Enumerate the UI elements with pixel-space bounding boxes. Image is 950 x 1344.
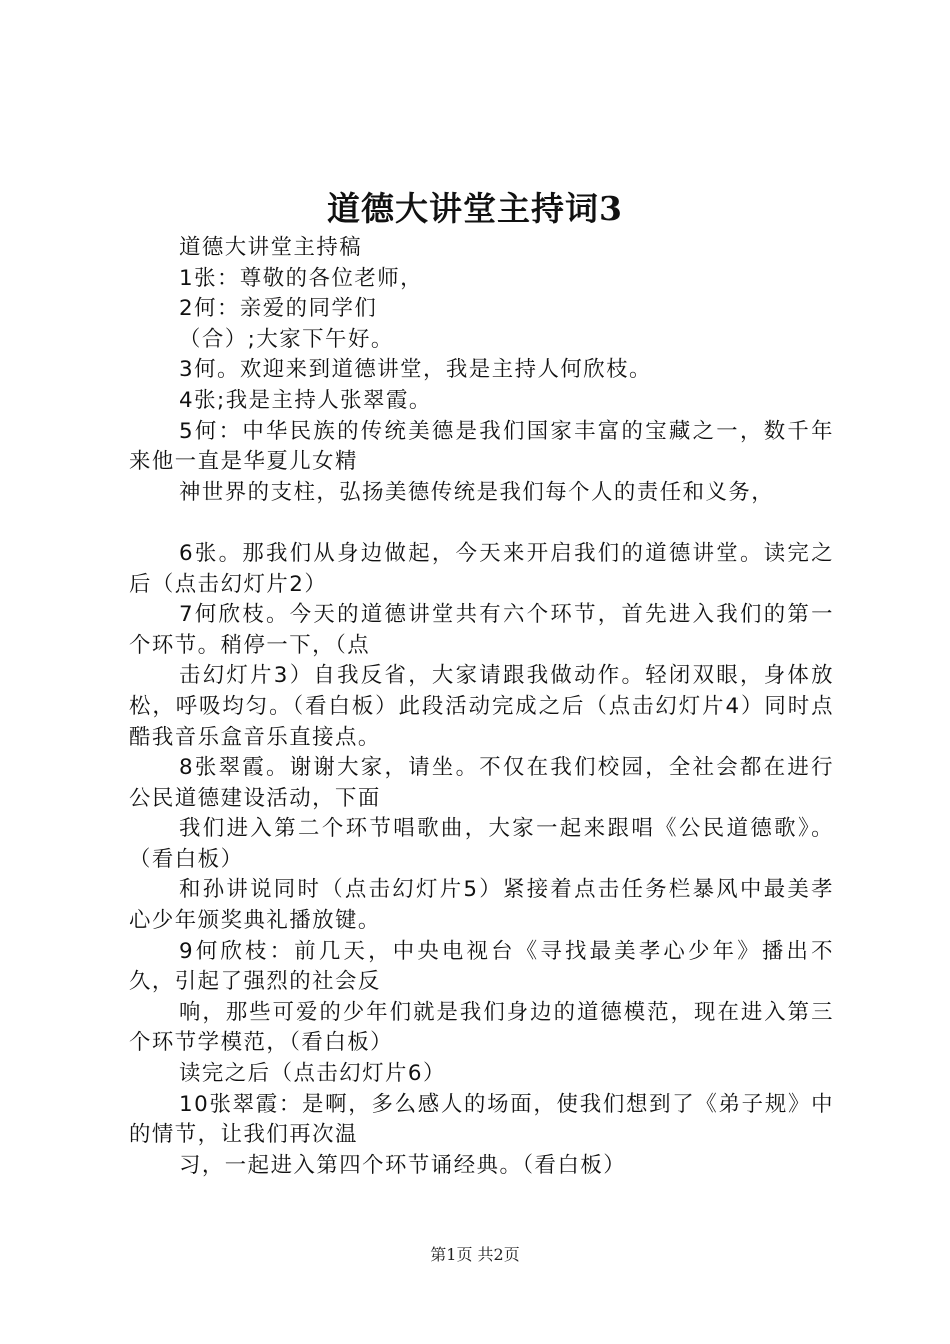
paragraph: 4张;我是主持人张翠霞。 [179, 387, 432, 413]
paragraph: 我们进入第二个环节唱歌曲，大家一起来跟唱《公民道德歌》。（看白板） [129, 816, 834, 872]
paragraph: 和孙讲说同时（点击幻灯片5）紧接着点击任务栏暴风中最美孝心少年颁奖典礼播放键。 [129, 877, 834, 934]
paragraph: （合）;大家下午好。 [179, 326, 394, 352]
paragraph: 习，一起进入第四个环节诵经典。（看白板） [179, 1152, 627, 1178]
paragraph: 3何。欢迎来到道德讲堂，我是主持人何欣枝。 [179, 357, 652, 383]
paragraph: 8张翠霞。谢谢大家，请坐。不仅在我们校园，全社会都在进行公民道德建设活动，下面 [129, 755, 834, 811]
paragraph: 2何：亲爱的同学们 [179, 296, 378, 322]
page-footer: 第1页 共2页 [430, 1245, 520, 1264]
paragraph: 6张。那我们从身边做起，今天来开启我们的道德讲堂。读完之后（点击幻灯片2） [129, 540, 834, 597]
document-title: 道德大讲堂主持词3 [327, 189, 623, 228]
paragraph: 击幻灯片3）自我反省，大家请跟我做动作。轻闭双眼，身体放松，呼吸均匀。（看白板）此段活动完成之后（点击幻灯片4）同时点酷我音乐盒音乐直接点。 [129, 663, 834, 750]
paragraph: 7何欣枝。今天的道德讲堂共有六个环节，首先进入我们的第一个环节。稍停一下，（点 [129, 602, 834, 658]
paragraph: 10张翠霞：是啊，多么感人的场面，使我们想到了《弟子规》中的情节，让我们再次温 [129, 1091, 834, 1148]
paragraph: 9何欣枝：前几天，中央电视台《寻找最美孝心少年》播出不久，引起了强烈的社会反 [129, 938, 834, 995]
paragraph: 1张：尊敬的各位老师， [179, 265, 424, 291]
paragraph: 响，那些可爱的少年们就是我们身边的道德模范，现在进入第三个环节学模范，（看白板） [129, 999, 834, 1056]
paragraph: 读完之后（点击幻灯片6） [179, 1061, 446, 1087]
paragraph: 5何：中华民族的传统美德是我们国家丰富的宝藏之一，数千年来他一直是华夏儿女精 [129, 418, 834, 475]
document-body [129, 233, 834, 1181]
blank-line [129, 508, 834, 539]
paragraph: 神世界的支柱，弘扬美德传统是我们每个人的责任和义务， [179, 479, 775, 505]
paragraph: 道德大讲堂主持稿 [179, 235, 363, 260]
